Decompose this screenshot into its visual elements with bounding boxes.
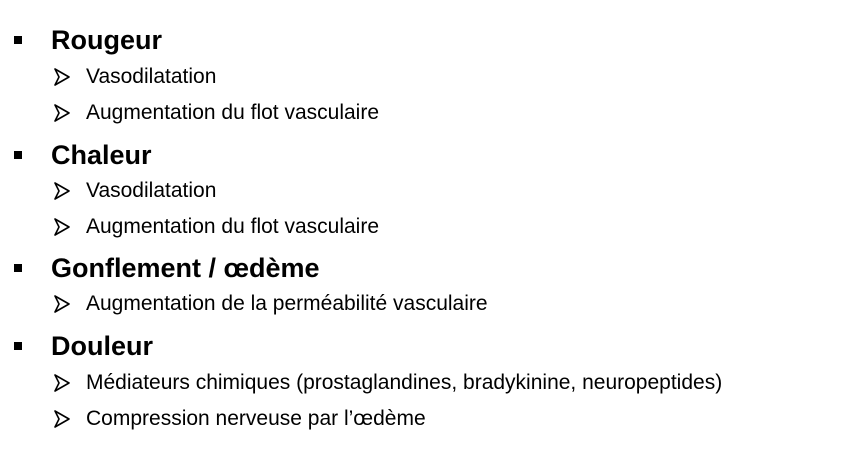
list-item-text: Augmentation du flot vasculaire	[86, 101, 380, 124]
list-item-text: Médiateurs chimiques (prostaglandines, bradykinine, neuropeptides)	[86, 371, 723, 394]
list-item	[54, 289, 488, 319]
section-title-chaleur	[14, 137, 152, 173]
arrowhead-bullet-icon	[54, 374, 70, 392]
list-item	[54, 404, 426, 434]
section-title-rougeur	[14, 22, 162, 58]
arrowhead-bullet-icon	[54, 182, 70, 200]
section-title-text: Chaleur	[51, 139, 152, 170]
section-title-text: Rougeur	[51, 24, 162, 55]
list-item	[54, 62, 216, 92]
arrowhead-bullet-icon	[54, 68, 70, 86]
list-item-text: Compression nerveuse par l’œdème	[86, 407, 426, 430]
list-item	[54, 212, 379, 242]
square-bullet-icon	[14, 264, 22, 272]
arrowhead-bullet-icon	[54, 104, 70, 122]
square-bullet-icon	[14, 151, 22, 159]
square-bullet-icon	[14, 36, 22, 44]
list-item-text: Vasodilatation	[86, 179, 217, 202]
square-bullet-icon	[14, 342, 22, 350]
list-item	[54, 368, 722, 398]
section-title-text: Douleur	[51, 330, 154, 361]
list-item	[54, 176, 216, 206]
list-item-text: Augmentation de la perméabilité vasculaire	[86, 292, 488, 315]
arrowhead-bullet-icon	[54, 410, 70, 428]
section-title-text: Gonflement / œdème	[51, 252, 320, 283]
list-item	[54, 98, 379, 128]
arrowhead-bullet-icon	[54, 295, 70, 313]
arrowhead-bullet-icon	[54, 218, 70, 236]
section-title-douleur	[14, 328, 153, 364]
section-title-gonflement	[14, 250, 320, 286]
list-item-text: Vasodilatation	[86, 65, 217, 88]
list-item-text: Augmentation du flot vasculaire	[86, 215, 380, 238]
